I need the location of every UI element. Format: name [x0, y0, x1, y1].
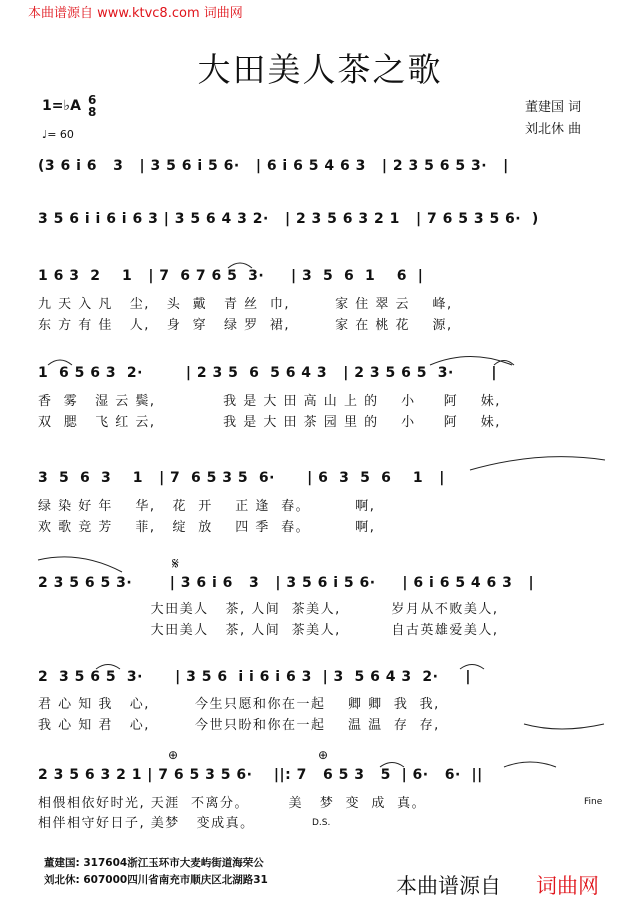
segno-sign: 𝄋: [172, 554, 179, 573]
coda-sign-2: ⊕: [318, 748, 329, 762]
tempo-marking: ♩= 60: [42, 128, 74, 141]
slur-arc: [38, 557, 122, 572]
lyric-line-8-verse-1: 相偎相依好时光, 天涯 不离分。 美 梦 变 成 真。: [38, 796, 427, 811]
slur-arc: [228, 263, 252, 268]
notation-line-3: 1 6 3 2 1 | 7 6 7 6 5 3· | 3 5 6 1 6 |: [38, 268, 424, 284]
source-watermark: 本曲谱源自 www.ktvc8.com 词曲网: [28, 6, 243, 21]
slur-arc: [470, 457, 605, 470]
lyric-line-5-verse-1: 绿 染 好 年 华, 花 开 正 逢 春。 啊,: [38, 499, 376, 514]
time-signature-top: 6: [88, 93, 97, 107]
notation-line-5: 3 5 6 3 1 | 7 6 5 3 5 6· | 6 3 5 6 1 |: [38, 470, 445, 486]
brand-text: 本曲谱源自: [396, 874, 501, 898]
lyric-line-3-verse-2: 东 方 有 佳 人, 身 穿 绿 罗 裙, 家 在 桃 花 源,: [38, 318, 453, 333]
slur-arc: [504, 762, 556, 767]
lyric-line-3-verse-1: 九 天 入 凡 尘, 头 戴 青 丝 巾, 家 住 翠 云 峰,: [38, 297, 453, 312]
lyric-line-7-verse-1: 君 心 知 我 心, 今生只愿和你在一起 卿 卿 我 我,: [38, 697, 440, 712]
lyricist-contact: 董建国: 317604浙江玉环市大麦屿街道海荣公: [44, 857, 264, 869]
brand-logo-text: 词曲网: [536, 874, 599, 898]
notation-line-8: 2 3 5 6 3 2 1 | 7 6 5 3 5 6· ||: 7 6 5 3 5 | 6· 6· ||: [38, 767, 483, 783]
notation-line-4: 1 6 5 6 3 2· | 2 3 5 6 5 6 4 3 | 2 3 5 6 5 3· |: [38, 365, 498, 381]
lyric-line-6-verse-1: 大田美人 茶, 人间 茶美人, 岁月从不败美人,: [38, 602, 499, 617]
ds-marking: D.S.: [312, 818, 331, 828]
notation-line-7: 2 3 5 6 5 3· | 3 5 6 i i 6 i 6 3 | 3 5 6 4 3 2· |: [38, 669, 471, 685]
coda-sign-1: ⊕: [168, 748, 179, 762]
composer-contact: 刘北休: 607000四川省南充市顺庆区北湖路31: [44, 874, 268, 886]
song-title: 大田美人茶之歌: [197, 50, 443, 89]
key-signature: 1=♭A: [42, 98, 81, 114]
slur-arc: [380, 763, 404, 768]
fine-marking: Fine: [584, 797, 603, 807]
lyricist-credit: 董建国 词: [525, 100, 582, 115]
slur-arc: [460, 665, 484, 670]
notation-line-2: 3 5 6 i i 6 i 6 3 | 3 5 6 4 3 2· | 2 3 5 6 3 2 1 | 7 6 5 3 5 6· ): [38, 211, 539, 227]
lyric-line-4-verse-1: 香 雾 湿 云 鬓, 我 是 大 田 高 山 上 的 小 阿 妹,: [38, 394, 501, 409]
composer-credit: 刘北休 曲: [525, 122, 582, 137]
slur-arc: [430, 357, 512, 366]
notation-line-6: 2 3 5 6 5 3· | 3 6 i 6 3 | 3 5 6 i 5 6· | 6 i 6 5 4 6 3 |: [38, 575, 535, 591]
lyric-line-7-verse-2: 我 心 知 君 心, 今世只盼和你在一起 温 温 存 存,: [38, 718, 440, 733]
slur-arc: [96, 665, 120, 670]
lyric-line-5-verse-2: 欢 歌 竞 芳 菲, 绽 放 四 季 春。 啊,: [38, 520, 376, 535]
time-signature-bottom: 8: [88, 105, 97, 119]
notation-line-1: (3 6 i 6 3 | 3 5 6 i 5 6· | 6 i 6 5 4 6 3 | 2 3 5 6 5 3· |: [38, 158, 509, 174]
slur-arc: [48, 360, 72, 365]
lyric-line-8-verse-2: 相伴相守好日子, 美梦 变成真。: [38, 816, 255, 831]
lyric-line-4-verse-2: 双 腮 飞 红 云, 我 是 大 田 茶 园 里 的 小 阿 妹,: [38, 415, 501, 430]
slur-arc: [524, 724, 604, 729]
lyric-line-6-verse-2: 大田美人 茶, 人间 茶美人, 自古英雄爱美人,: [38, 623, 499, 638]
